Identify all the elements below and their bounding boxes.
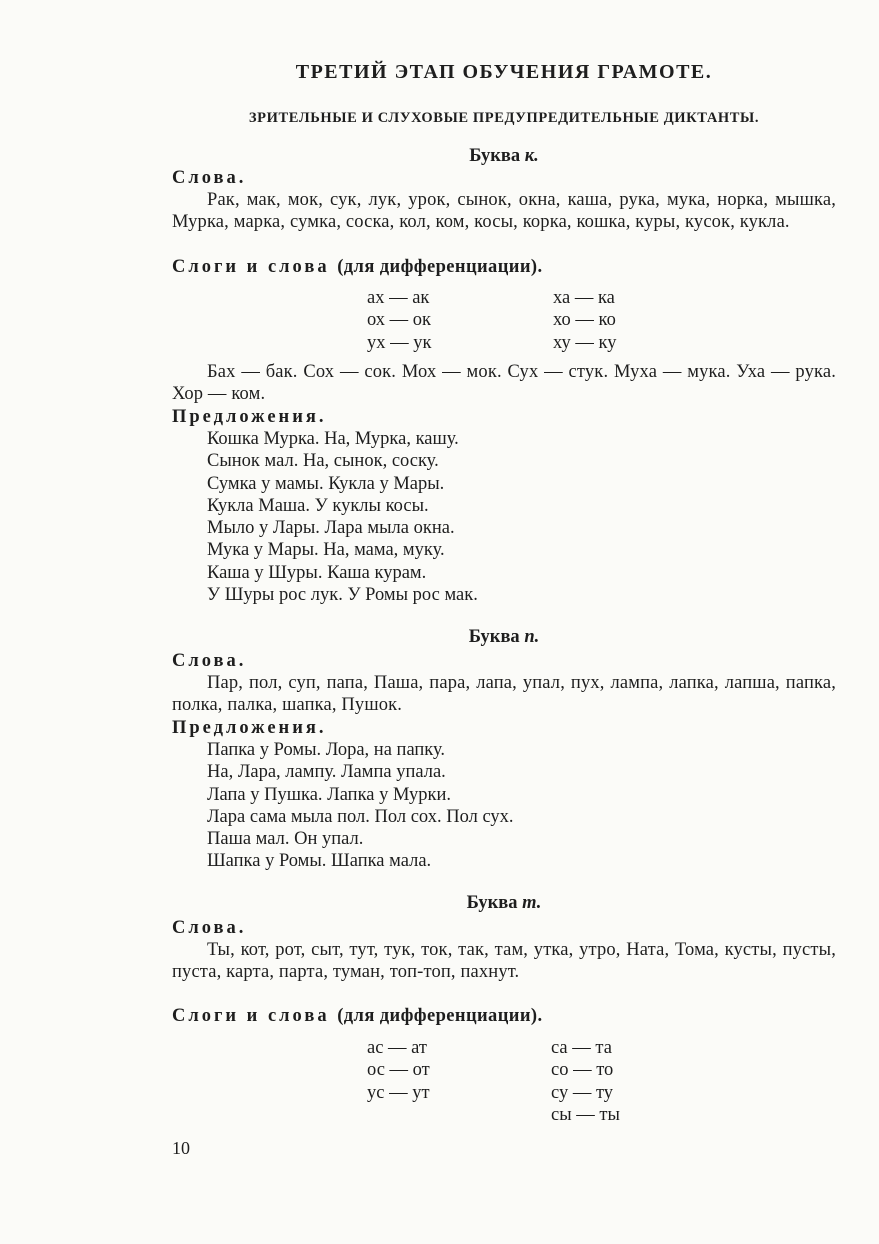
sentence: Кошка Мурка. На, Мурка, кашу. <box>207 429 459 449</box>
syllable-pairs-left <box>367 287 432 354</box>
sentence: Шапка у Ромы. Шапка мала. <box>207 851 432 872</box>
heading-letter: т. <box>522 893 542 913</box>
syllable-pairs-right <box>553 287 617 354</box>
pair: ух — ук <box>367 332 432 353</box>
page-number: 10 <box>172 1138 190 1158</box>
page-title: ТРЕТИЙ ЭТАП ОБУЧЕНИЯ ГРАМОТЕ. <box>295 61 713 83</box>
sentences-list <box>207 428 836 606</box>
heading-word: Буква <box>468 627 520 647</box>
pair: ус — ут <box>367 1082 430 1103</box>
pair: ох — ок <box>367 310 432 331</box>
pair: ху — ку <box>553 332 617 353</box>
pair: ха — ка <box>553 288 615 308</box>
syllable-pairs-left <box>367 1037 430 1104</box>
diff-words-paragraph: Бах — бак. Сох — сок. Мох — мок. Сух — стук. Муха — мука. Уха — рука. Хор — ком. <box>172 362 836 405</box>
sentences-label: Предложения. <box>172 407 327 427</box>
pair: со — то <box>551 1060 614 1081</box>
sentence: Мыло у Лары. Лара мыла окна. <box>207 518 455 539</box>
sentence: Паша мал. Он упал. <box>207 829 364 850</box>
pair: ас — ат <box>367 1038 427 1058</box>
pair: сы — ты <box>551 1104 620 1125</box>
words-paragraph: Пар, пол, суп, папа, Паша, пара, лапа, упал, пух, лампа, лапка, лапша, папка, полка, палка, шапка, Пушок. <box>172 673 836 716</box>
syllables-label: Слоги и слова (для дифференциации). <box>172 257 543 277</box>
sentence: Папка у Ромы. Лора, на папку. <box>207 740 446 760</box>
pair: ах — ак <box>367 288 430 308</box>
pair: са — та <box>551 1038 612 1058</box>
sentence: Лапа у Пушка. Лапка у Мурки. <box>207 784 451 805</box>
sentence: Каша у Шуры. Каша курам. <box>207 562 427 583</box>
words-paragraph: Ты, кот, рот, сыт, тут, тук, ток, так, там, утка, утро, Ната, Тома, кусты, пусты, пуста, карта, парта, туман, топ-топ, пахнут. <box>172 940 836 983</box>
section-heading-k <box>172 146 836 167</box>
section-heading-t <box>172 893 836 914</box>
sentence: Сумка у мамы. Кукла у Мары. <box>207 473 445 494</box>
sentence: Кукла Маша. У куклы косы. <box>207 495 429 516</box>
heading-word: Буква <box>469 146 521 166</box>
words-label: Слова. <box>172 918 247 938</box>
words-label: Слова. <box>172 168 247 188</box>
syllables-label: Слоги и слова (для дифференциации). <box>172 1006 543 1026</box>
words-paragraph: Рак, мак, мок, сук, лук, урок, сынок, окна, каша, рука, мука, норка, мышка, Мурка, марка, сумка, соска, кол, ком, косы, корка, кошка, куры, кусок, кукла. <box>172 190 836 233</box>
sentence: У Шуры рос лук. У Ромы рос мак. <box>207 585 478 606</box>
pair: ос — от <box>367 1060 430 1081</box>
section-heading-p <box>172 627 836 648</box>
heading-word: Буква <box>466 893 518 913</box>
pair: хо — ко <box>553 310 616 331</box>
sentence: Лара сама мыла пол. Пол сох. Пол сух. <box>207 806 514 827</box>
sentences-label: Предложения. <box>172 718 327 738</box>
sentences-list <box>207 739 836 873</box>
sentence: На, Лара, лампу. Лампа упала. <box>207 762 446 783</box>
page-subtitle: ЗРИТЕЛЬНЫЕ И СЛУХОВЫЕ ПРЕДУПРЕДИТЕЛЬНЫЕ ДИКТАНТЫ. <box>248 110 760 126</box>
heading-letter: п. <box>524 627 540 647</box>
syllable-pairs-right <box>551 1037 620 1126</box>
words-label: Слова. <box>172 651 247 671</box>
sentence: Мука у Мары. На, мама, муку. <box>207 540 445 561</box>
heading-letter: к. <box>524 146 539 166</box>
sentence: Сынок мал. На, сынок, соску. <box>207 451 439 472</box>
pair: су — ту <box>551 1082 614 1103</box>
